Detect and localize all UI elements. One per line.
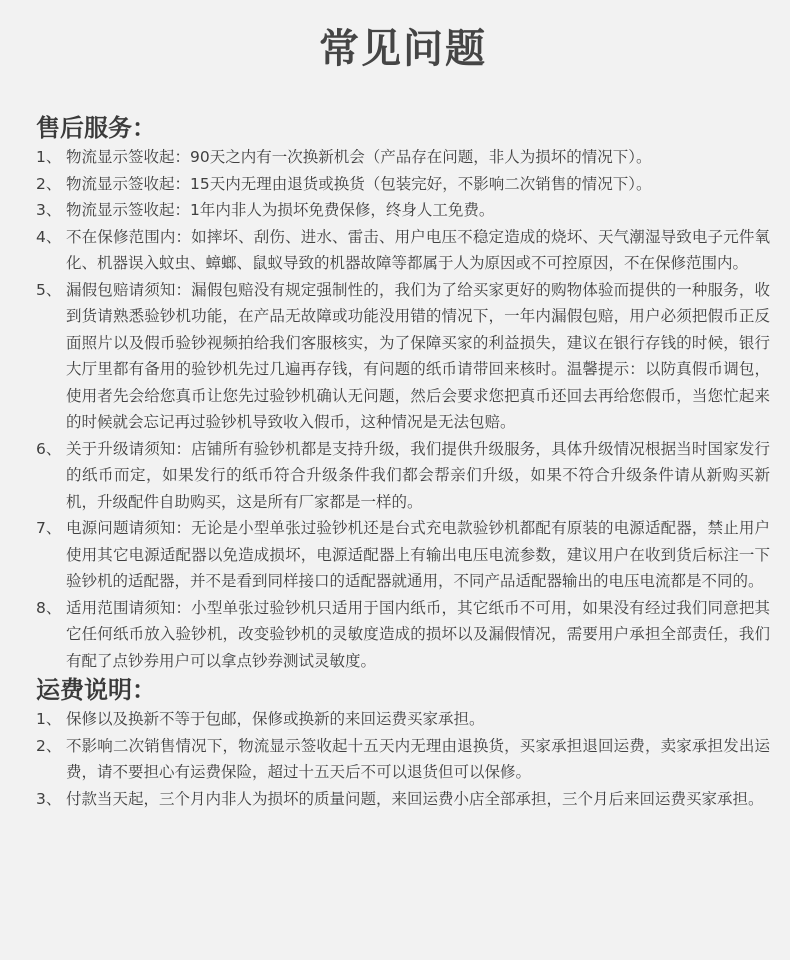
after-sales-section [36,112,770,674]
list-item [36,733,770,786]
shipping-heading: 运费说明： [36,676,156,704]
list-item [36,171,770,198]
list-item [36,706,770,733]
item-number: 8、 [36,598,62,617]
item-text: 漏假包赔请须知：漏假包赔没有规定强制性的，我们为了给买家更好的购物体验而提供的一种服务，收到货请熟悉验钞机功能，在产品无故障或功能没用错的情况下，一年内漏假包赔，用户必须把假币正反面照片以及假币验钞视频拍给我们客服核实，为了保障买家的利益损失，建议在银行存钱的时候，银行大厅里都有备用的验钞机先过几遍再存钱，有问题的纸币请带回来核时。温馨提示：以防真假币调包，使用者先会给您真币让您先过验钞机确认无问题，然后会要求您把真币还回去再给您假币，当您忙起来的时候就会忘记再过验钞机导致收入假币，这种情况是无法包赔。 [66,280,770,431]
item-number: 2、 [36,736,62,755]
item-number: 3、 [36,789,62,808]
item-text: 付款当天起，三个月内非人为损坏的质量问题，来回运费小店全部承担，三个月后来回运费买家承担。 [66,789,764,808]
page-title: 常见问题 [319,26,487,72]
shipping-section [36,674,770,812]
list-item [36,436,770,516]
item-text: 物流显示签收起：15天内无理由退货或换货（包装完好，不影响二次销售的情况下）。 [66,174,652,193]
after-sales-list [36,144,770,674]
item-text: 适用范围请须知：小型单张过验钞机只适用于国内纸币，其它纸币不可用，如果没有经过我们同意把其它任何纸币放入验钞机，改变验钞机的灵敏度造成的损坏以及漏假情况，需要用户承担全部责任，我们有配了点钞券用户可以拿点钞券测试灵敏度。 [66,598,770,670]
list-item [36,786,770,813]
list-item [36,515,770,595]
list-item [36,224,770,277]
item-text: 物流显示签收起：90天之内有一次换新机会（产品存在问题，非人为损坏的情况下）。 [66,148,652,166]
item-number: 6、 [36,439,62,458]
shipping-list [36,706,770,812]
item-number: 4、 [36,227,62,246]
item-text: 电源问题请须知：无论是小型单张过验钞机还是台式充电款验钞机都配有原装的电源适配器，禁止用户使用其它电源适配器以免造成损坏，电源适配器上有输出电压电流参数，建议用户在收到货后标注一下验钞机的适配器，并不是看到同样接口的适配器就通用，不同产品适配器输出的电压电流都是不同的。 [66,519,770,590]
item-text: 关于升级请须知：店铺所有验钞机都是支持升级，我们提供升级服务，具体升级情况根据当时国家发行的纸币而定，如果发行的纸币符合升级条件我们都会帮亲们升级，如果不符合升级条件请从新购买新机，升级配件自助购买，这是所有厂家都是一样的。 [66,439,770,511]
item-text: 不影响二次销售情况下，物流显示签收起十五天内无理由退换货，买家承担退回运费，卖家承担发出运费，请不要担心有运费保险，超过十五天后不可以退货但可以保修。 [66,736,770,781]
after-sales-heading: 售后服务： [36,114,156,142]
item-number: 1、 [36,148,62,166]
item-text: 保修以及换新不等于包邮，保修或换新的来回运费买家承担。 [66,710,485,728]
item-number: 5、 [36,280,62,299]
list-item [36,144,770,171]
list-item [36,197,770,224]
list-item [36,595,770,675]
item-text: 物流显示签收起：1年内非人为损坏免费保修，终身人工免费。 [66,201,495,219]
item-number: 2、 [36,174,62,193]
item-number: 3、 [36,201,62,219]
item-number: 1、 [36,710,62,728]
item-number: 7、 [36,519,62,537]
item-text: 不在保修范围内：如摔坏、刮伤、进水、雷击、用户电压不稳定造成的烧坏、天气潮湿导致电子元件氧化、机器误入蚊虫、蟑螂、鼠蚁导致的机器故障等都属于人为原因或不可控原因，不在保修范围内。 [66,227,770,272]
list-item [36,277,770,436]
